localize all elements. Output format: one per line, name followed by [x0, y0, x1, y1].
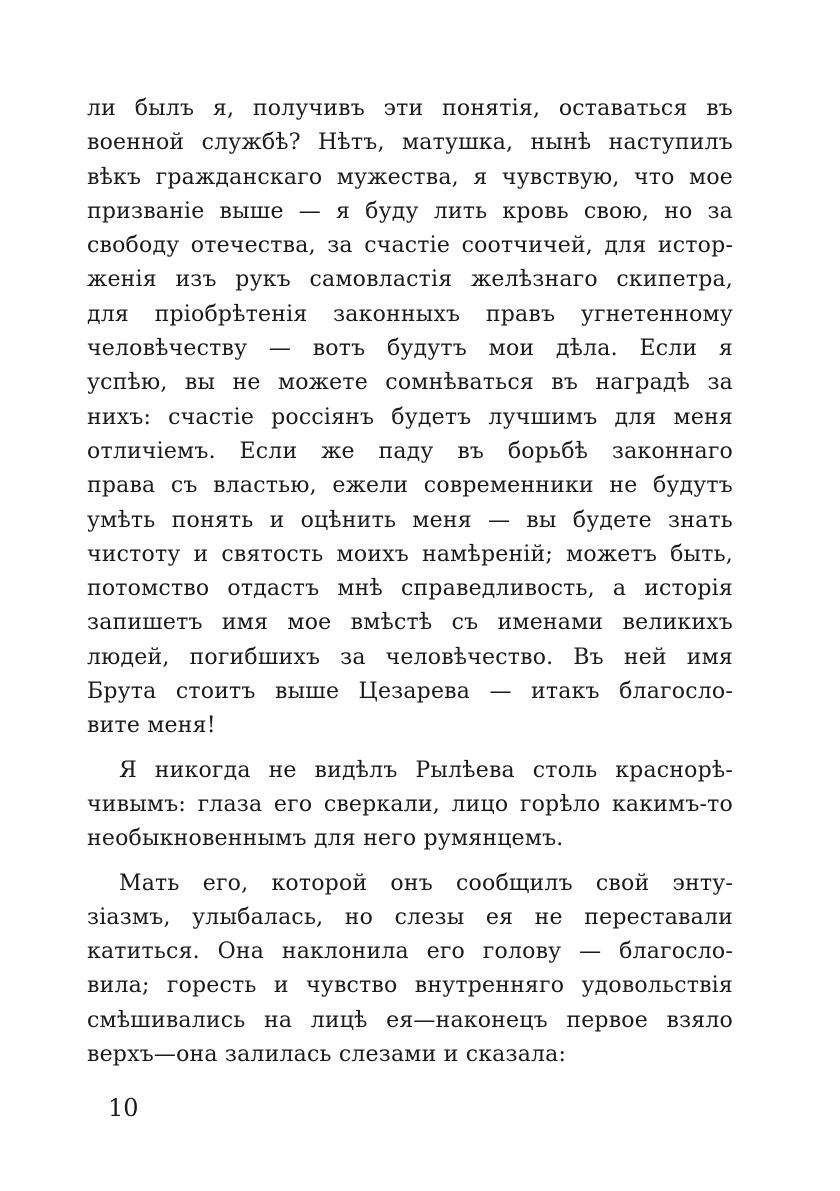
paragraph-1	[87, 92, 733, 744]
text-line: для пріобрѣтенія законныхъ правъ угнетенному	[87, 301, 733, 327]
text-line: военной службѣ? Нѣтъ, матушка, нынѣ наступилъ	[87, 130, 733, 156]
text-line: нихъ: счастіе россіянъ будетъ лучшимъ для меня	[87, 404, 733, 430]
text-line: чивымъ: глаза его сверкали, лицо горѣло какимъ-то	[87, 791, 733, 817]
text-line: людей, погибшихъ за человѣчество. Въ ней имя	[87, 644, 733, 670]
text-line: катиться. Она наклонила его голову — благосло-	[87, 939, 733, 965]
text-line: смѣшивались на лицѣ ея—наконецъ первое взяло	[87, 1007, 733, 1033]
paragraph-gap	[87, 857, 733, 867]
paragraph-gap	[87, 744, 733, 754]
text-line: человѣчеству — вотъ будутъ мои дѣла. Если я	[87, 336, 733, 362]
text-line: чистоту и святость моихъ намѣреній; можетъ быть,	[87, 541, 733, 567]
text-line: Брута стоитъ выше Цезарева — итакъ благосло-	[87, 679, 733, 705]
body-text	[87, 92, 733, 1072]
text-line: Мать его, которой онъ сообщилъ свой энту-	[119, 870, 733, 896]
text-line: свободу отечества, за счастіе соотчичей, для истор-	[87, 233, 733, 259]
text-line: женія изъ рукъ самовластія желѣзнаго скипетра,	[87, 267, 733, 293]
text-line: права съ властью, ежели современники не будутъ	[87, 473, 733, 499]
text-line: призваніе выше — я буду лить кровь свою, но за	[87, 198, 733, 224]
text-line: потомство отдастъ мнѣ справедливость, а исторія	[87, 576, 733, 602]
text-line: отличіемъ. Если же паду въ борьбѣ законнаго	[87, 438, 733, 464]
text-line: зіазмъ, улыбалась, но слезы ея не переставали	[87, 904, 733, 930]
text-line: вила; горесть и чувство внутренняго удовольствія	[87, 973, 733, 999]
text-line: Я никогда не видѣлъ Рылѣева столь красноpѣ-	[119, 757, 733, 783]
page-number: 10	[108, 1094, 139, 1122]
text-line: запишетъ имя мое вмѣстѣ съ именами великихъ	[87, 610, 733, 636]
text-line: ли былъ я, получивъ эти понятія, оставаться въ	[87, 96, 733, 121]
text-line: необыкновеннымъ для него румянцемъ.	[87, 826, 564, 852]
text-line: успѣю, вы не можете сомнѣваться въ наградѣ за	[87, 370, 733, 396]
text-line: умѣть понять и оцѣнить меня — вы будете знать	[87, 507, 733, 533]
text-line: вѣкъ гражданскаго мужества, я чувствую, что мое	[87, 164, 733, 190]
text-line: вите меня!	[87, 713, 216, 739]
paragraph-2	[87, 754, 733, 857]
paragraph-3	[87, 867, 733, 1073]
text-line: верхъ—она залилась слезами и сказала:	[87, 1042, 567, 1068]
